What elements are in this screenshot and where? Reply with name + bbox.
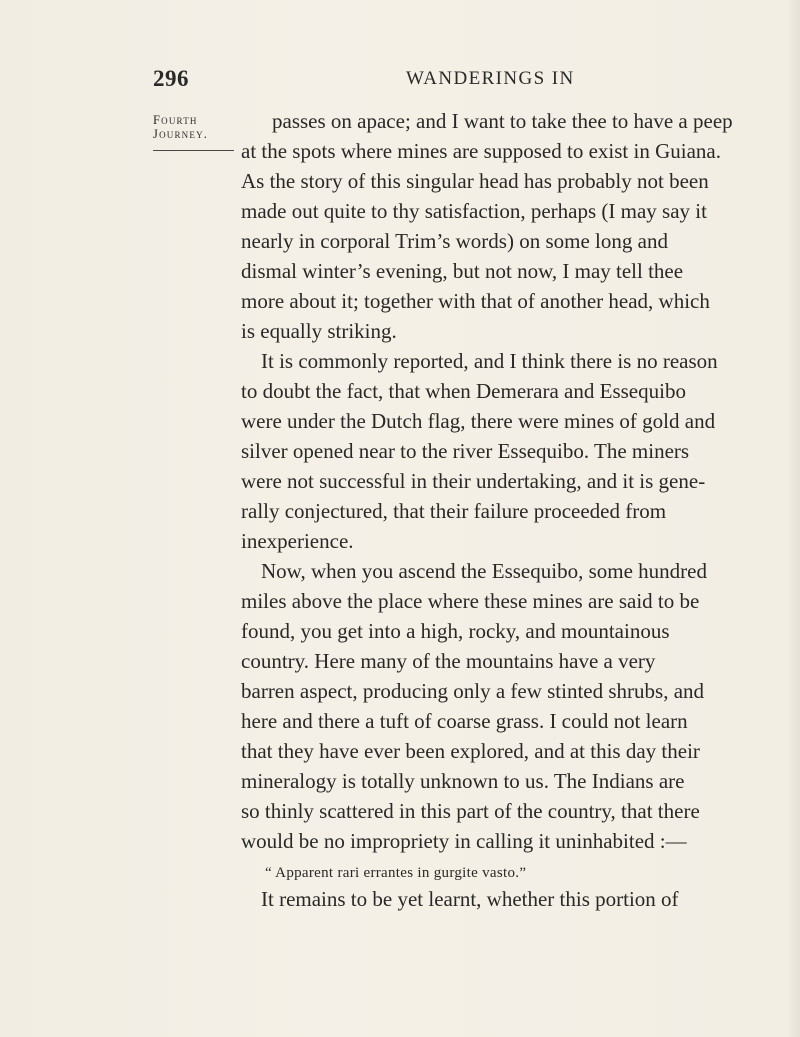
text-line: so thinly scattered in this part of the country, that there	[241, 799, 700, 823]
text-line: mineralogy is totally unknown to us. The Indians are	[241, 769, 685, 793]
page-edge-shadow	[786, 0, 800, 1037]
running-title: WANDERINGS IN	[406, 68, 575, 89]
text-line: would be no impropriety in calling it uninhabited :—	[241, 829, 687, 853]
text-line: dismal winter’s evening, but not now, I may tell thee	[241, 259, 684, 283]
text-line: Now, when you ascend the Essequibo, some hundred	[261, 559, 707, 583]
text-line: to doubt the fact, that when Demerara and Essequibo	[241, 379, 686, 403]
text-line: here and there a tuft of coarse grass. I could not learn	[241, 709, 688, 733]
text-line: rally conjectured, that their failure proceeded from	[241, 499, 667, 523]
text-line: country. Here many of the mountains have a very	[241, 649, 656, 673]
text-line: made out quite to thy satisfaction, perhaps (I may say it	[241, 199, 707, 223]
text-line: more about it; together with that of another head, which	[241, 289, 710, 313]
text-line: that they have ever been explored, and at this day their	[241, 739, 700, 763]
text-line: were under the Dutch flag, there were mines of gold and	[241, 409, 716, 433]
text-line: nearly in corporal Trim’s words) on some long and	[241, 229, 668, 253]
page-number: 296	[153, 66, 189, 91]
text-line: is equally striking.	[241, 319, 397, 343]
text-line: As the story of this singular head has probably not been	[241, 169, 709, 193]
text-line: found, you get into a high, rocky, and mountainous	[241, 619, 670, 643]
text-line: silver opened near to the river Essequibo. The miners	[241, 439, 690, 463]
margin-note-line-2: Journey.	[153, 127, 209, 141]
text-line: were not successful in their undertaking, and it is gene-	[241, 469, 706, 493]
text-line: miles above the place where these mines are said to be	[241, 589, 700, 613]
text-line: inexperience.	[241, 529, 354, 553]
text-line: It is commonly reported, and I think there is no reason	[261, 349, 718, 373]
margin-rule	[153, 150, 234, 151]
margin-note-line-1: Fourth	[153, 113, 198, 127]
latin-quotation: “ Apparent rari errantes in gurgite vasto.”	[265, 865, 527, 881]
text-line: barren aspect, producing only a few stinted shrubs, and	[241, 679, 705, 703]
running-head	[0, 66, 800, 96]
text-line: It remains to be yet learnt, whether this portion of	[261, 887, 679, 911]
text-line: passes on apace; and I want to take thee to have a peep	[272, 109, 733, 133]
text-line: at the spots where mines are supposed to exist in Guiana.	[241, 139, 721, 163]
margin-note	[153, 113, 208, 141]
